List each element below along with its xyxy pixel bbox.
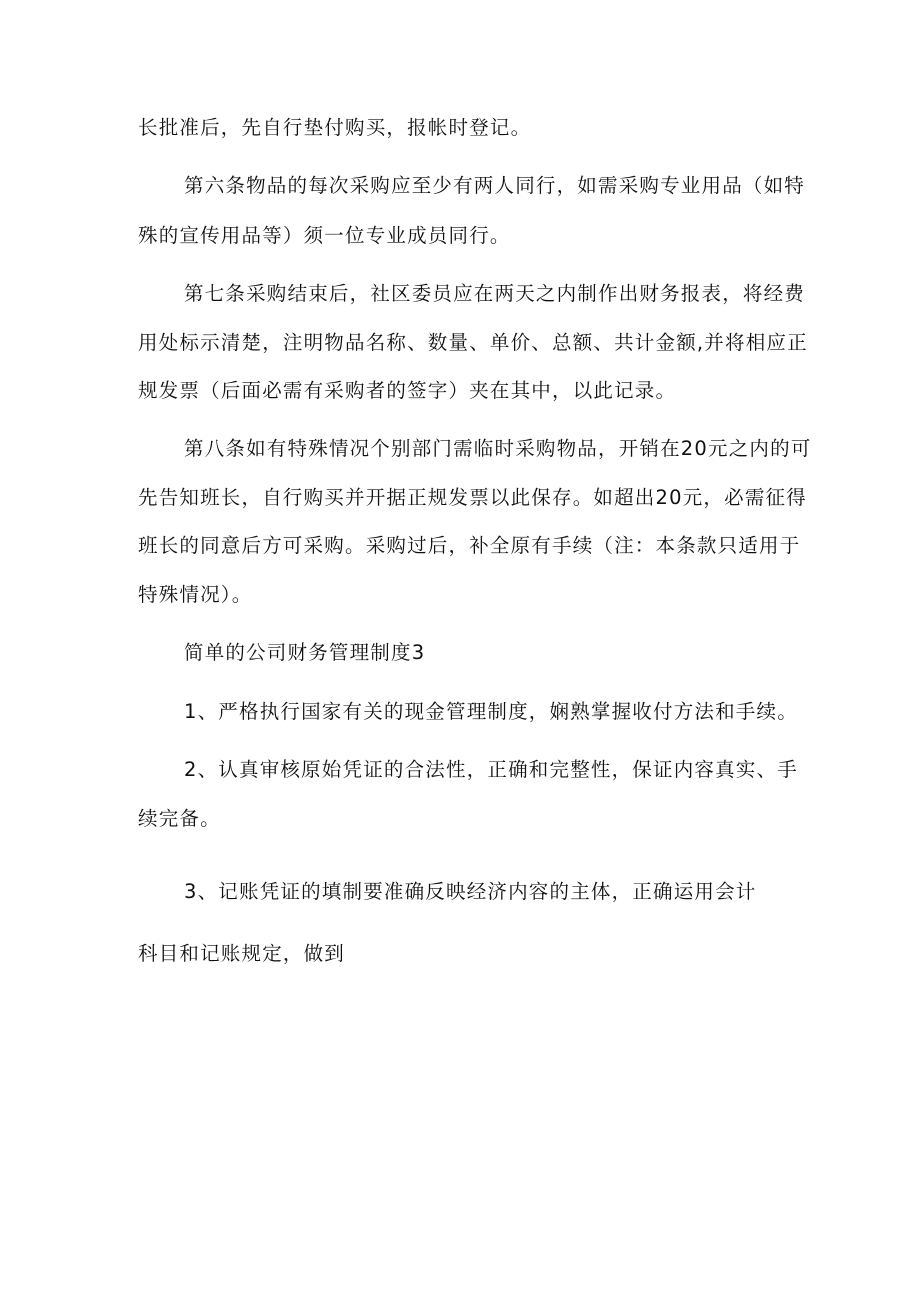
article-7-line-3: 规发票（后面必需有采购者的签字）夹在其中，以此记录。 (138, 379, 677, 402)
item-1-line-1: 1、严格执行国家有关的现金管理制度，娴熟掌握收付方法和手续。 (184, 700, 798, 723)
article-8-line-4: 特殊情况）。 (138, 583, 253, 606)
article-8-line-3: 班长的同意后方可采购。采购过后，补全原有手续（注：本条款只适用于 (138, 534, 801, 557)
item-3-line-1: 3、记账凭证的填制要准确反映经济内容的主体，正确运用会计 (184, 880, 757, 903)
text-line-1: 长批准后，先自行垫付购买，报帐时登记。 (138, 116, 532, 139)
item-2-line-2: 续完备。 (138, 807, 221, 830)
item-2-line-1: 2、认真审核原始凭证的合法性，正确和完整性，保证内容真实、手 (184, 758, 798, 781)
article-6-line-2: 殊的宣传用品等）须一位专业成员同行。 (138, 224, 511, 247)
section-title: 简单的公司财务管理制度3 (184, 641, 426, 664)
item-3-line-2: 科目和记账规定，做到 (138, 942, 346, 965)
article-8-line-2: 先告知班长，自行购买并开据正规发票以此保存。如超出20元，必需征得 (138, 486, 807, 509)
article-7-line-1: 第七条采购结束后，社区委员应在两天之内制作出财务报表，将经费 (184, 282, 806, 305)
article-6-line-1: 第六条物品的每次采购应至少有两人同行，如需采购专业用品（如特 (184, 174, 806, 197)
article-8-line-1: 第八条如有特殊情况个别部门需临时采购物品，开销在20元之内的可 (184, 437, 812, 460)
article-7-line-2: 用处标示清楚，注明物品名称、数量、单价、总额、共计金额,并将相应正 (138, 331, 808, 354)
